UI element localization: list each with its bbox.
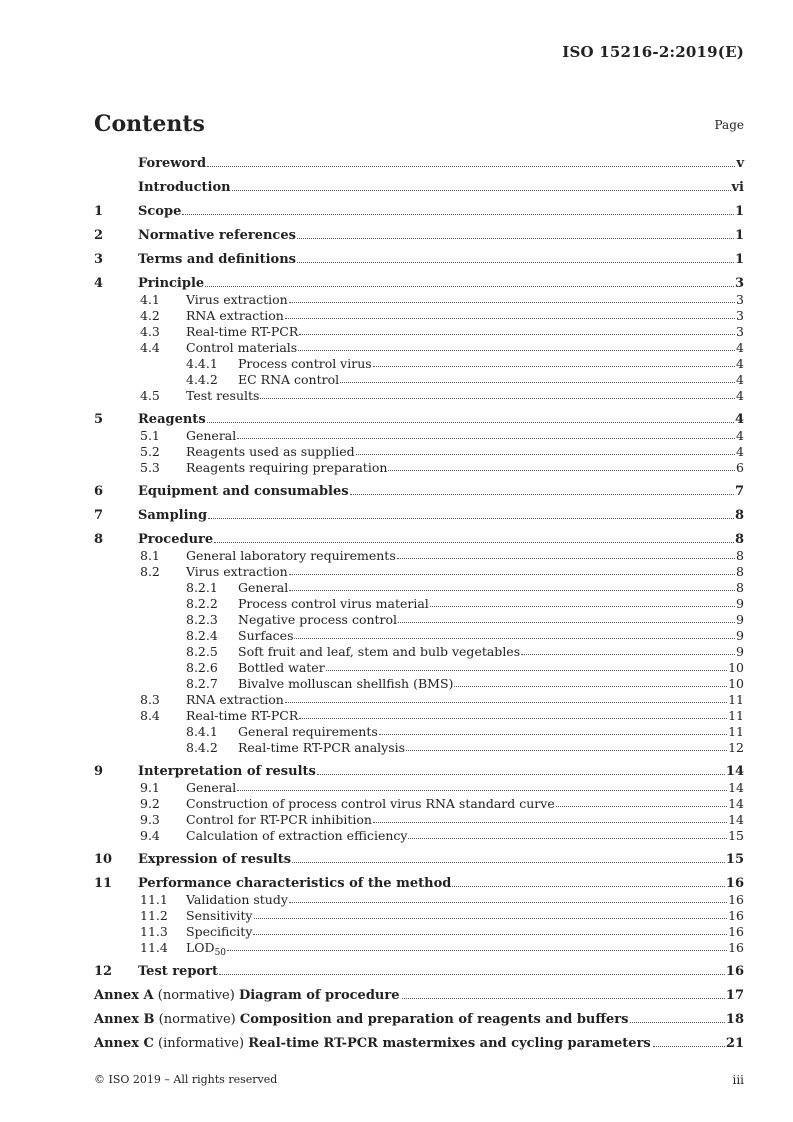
toc-entry-number: 9 xyxy=(94,764,104,779)
toc-entry-number: 4.2 xyxy=(140,308,160,323)
toc-entry-title: RNA extraction xyxy=(186,308,284,323)
toc-entry-page: 4 xyxy=(736,372,744,387)
annex-title: Diagram of procedure xyxy=(238,988,400,1003)
toc-entry-title: Virus extraction xyxy=(186,292,288,307)
toc-entry-title: Test results xyxy=(186,388,260,403)
toc-entry-number: 8.4.2 xyxy=(186,740,218,755)
dot-leader xyxy=(289,574,735,575)
toc-entry-page: 4 xyxy=(736,388,744,403)
toc-entry[interactable] xyxy=(94,387,744,403)
toc-entry[interactable] xyxy=(94,307,744,323)
toc-entry-page: 11 xyxy=(728,692,744,707)
dot-leader xyxy=(207,422,734,423)
toc-entry-page: 4 xyxy=(734,412,744,427)
toc-entry[interactable] xyxy=(94,763,744,779)
annex-page: 21 xyxy=(725,1036,744,1051)
toc-entry-title: Process control virus material xyxy=(238,596,429,611)
toc-annex-entry[interactable] xyxy=(94,1035,744,1051)
toc-entry[interactable] xyxy=(94,851,744,867)
dot-leader xyxy=(294,638,735,639)
toc-entry-page: 8 xyxy=(736,580,744,595)
dot-leader xyxy=(299,718,727,719)
toc-entry-number: 3 xyxy=(94,252,104,267)
toc-entry-page: 3 xyxy=(734,276,744,291)
dot-leader xyxy=(521,654,735,655)
toc-entry-title: Reagents xyxy=(138,412,206,427)
page-number: iii xyxy=(732,1073,744,1087)
toc-entry-title: Validation study xyxy=(186,892,288,907)
toc-entry[interactable] xyxy=(94,675,744,691)
toc-entry-number: 11.3 xyxy=(140,924,168,939)
toc-entry-page: 9 xyxy=(736,628,744,643)
toc-entry-number: 4.3 xyxy=(140,324,160,339)
dot-leader xyxy=(292,862,725,863)
dot-leader xyxy=(653,1046,725,1047)
toc-entry-title: General requirements xyxy=(238,724,378,739)
dot-leader xyxy=(373,822,727,823)
toc-entry-number: 8.2 xyxy=(140,564,160,579)
toc-entry-page: 3 xyxy=(736,308,744,323)
toc-entry[interactable] xyxy=(94,659,744,675)
toc-entry-page: 15 xyxy=(725,852,744,867)
toc-entry-page: 9 xyxy=(736,596,744,611)
toc-entry-page: 16 xyxy=(728,908,744,923)
toc-entry[interactable] xyxy=(94,563,744,579)
toc-entry[interactable] xyxy=(94,811,744,827)
toc-entry[interactable] xyxy=(94,691,744,707)
dot-leader xyxy=(340,382,735,383)
toc-entry[interactable] xyxy=(94,291,744,307)
toc-entry-page: 3 xyxy=(736,292,744,307)
toc-entry-title: Reagents used as supplied xyxy=(186,444,355,459)
toc-entry[interactable] xyxy=(94,355,744,371)
toc-entry-number: 8.2.7 xyxy=(186,676,218,691)
toc-entry-page: 1 xyxy=(734,252,744,267)
annex-label: Annex B xyxy=(94,1012,155,1027)
toc-entry[interactable] xyxy=(94,723,744,739)
toc-entry-number: 2 xyxy=(94,228,104,243)
toc-entry[interactable] xyxy=(94,251,744,267)
annex-page: 17 xyxy=(725,988,744,1003)
toc-entry[interactable] xyxy=(94,907,744,923)
toc-entry[interactable] xyxy=(94,203,744,219)
toc-entry-page: 8 xyxy=(734,508,744,523)
toc-entry-title: Introduction xyxy=(138,180,231,195)
toc-entry-number: 8.2.1 xyxy=(186,580,218,595)
toc-entry-number: 6 xyxy=(94,484,104,499)
dot-leader xyxy=(317,774,725,775)
toc-entry-number: 9.4 xyxy=(140,828,160,843)
toc-entry[interactable] xyxy=(94,707,744,723)
toc-entry-page: 1 xyxy=(734,228,744,243)
toc-entry-title: Specificity xyxy=(186,924,253,939)
annex-label: Annex A xyxy=(94,988,154,1003)
dot-leader xyxy=(630,1022,724,1023)
dot-leader xyxy=(373,366,735,367)
toc-entry-number: 11 xyxy=(94,876,113,891)
toc-entry-page: 9 xyxy=(736,612,744,627)
toc-entry-number: 9.3 xyxy=(140,812,160,827)
toc-entry-title: Interpretation of results xyxy=(138,764,316,779)
dot-leader xyxy=(207,166,735,167)
toc-entry-number: 5.3 xyxy=(140,460,160,475)
toc-entry-number: 4 xyxy=(94,276,104,291)
dot-leader xyxy=(454,686,727,687)
toc-entry-title: Negative process control xyxy=(238,612,398,627)
toc-entry[interactable] xyxy=(94,275,744,291)
toc-entry-number: 5 xyxy=(94,412,104,427)
toc-entry-subscript: 50 xyxy=(214,948,227,958)
dot-leader xyxy=(430,606,735,607)
toc-entry-page: 14 xyxy=(725,764,744,779)
toc-entry-page: 10 xyxy=(728,660,744,675)
toc-entry-page: 11 xyxy=(728,708,744,723)
toc-entry-page: 7 xyxy=(734,484,744,499)
toc-entry-title: Process control virus xyxy=(238,356,372,371)
toc-entry-page: 14 xyxy=(728,780,744,795)
dot-leader xyxy=(237,790,727,791)
annex-title: Composition and preparation of reagents and buffers xyxy=(239,1012,629,1027)
toc-entry-page: 8 xyxy=(734,532,744,547)
toc-entry-page: 11 xyxy=(728,724,744,739)
toc-entry-page: 8 xyxy=(736,564,744,579)
dot-leader xyxy=(356,454,735,455)
dot-leader xyxy=(289,302,735,303)
toc-entry-page: 14 xyxy=(728,796,744,811)
toc-entry-page: vi xyxy=(731,180,744,195)
dot-leader xyxy=(260,398,735,399)
toc-entry-number: 12 xyxy=(94,964,113,979)
toc-entry[interactable] xyxy=(94,323,744,339)
toc-entry[interactable] xyxy=(94,547,744,563)
toc-entry[interactable] xyxy=(94,339,744,355)
dot-leader xyxy=(289,590,735,591)
dot-leader xyxy=(219,974,725,975)
annex-label: Annex C xyxy=(94,1036,154,1051)
dot-leader xyxy=(297,262,734,263)
dot-leader xyxy=(402,998,725,999)
toc-entry-title: Sampling xyxy=(138,508,208,523)
toc-entry-page: 16 xyxy=(725,964,744,979)
toc-entry-page: 10 xyxy=(728,676,744,691)
annex-page: 18 xyxy=(725,1012,744,1027)
toc-entry-number: 11.4 xyxy=(140,940,168,955)
annex-type: (informative) xyxy=(158,1036,245,1051)
dot-leader xyxy=(214,542,734,543)
toc-entry-number: 8.2.6 xyxy=(186,660,218,675)
toc-entry-number: 4.1 xyxy=(140,292,160,307)
toc-entry-number: 9.1 xyxy=(140,780,160,795)
toc-entry-number: 8 xyxy=(94,532,104,547)
toc-entry-title: General xyxy=(186,428,237,443)
toc-entry-title: Bivalve molluscan shellfish (BMS) xyxy=(238,676,454,691)
toc-entry-number: 8.2.2 xyxy=(186,596,218,611)
toc-annex-entry[interactable] xyxy=(94,987,744,1003)
toc-entry-title: Equipment and consumables xyxy=(138,484,349,499)
copyright-notice: © ISO 2019 – All rights reserved xyxy=(94,1073,278,1086)
dot-leader xyxy=(388,470,735,471)
toc-entry-title: Control for RT-PCR inhibition xyxy=(186,812,372,827)
toc-entry-page: 15 xyxy=(728,828,744,843)
toc-entry[interactable] xyxy=(94,627,744,643)
toc-entry-page: 6 xyxy=(736,460,744,475)
toc-entry-number: 9.2 xyxy=(140,796,160,811)
toc-entry-title: EC RNA control xyxy=(238,372,340,387)
toc-entry-page: 16 xyxy=(728,940,744,955)
toc-entry[interactable] xyxy=(94,483,744,499)
toc-entry-title: Virus extraction xyxy=(186,564,288,579)
toc-entry-title: RNA extraction xyxy=(186,692,284,707)
toc-entry[interactable] xyxy=(94,795,744,811)
dot-leader xyxy=(205,286,734,287)
toc-entry-number: 7 xyxy=(94,508,104,523)
toc-entry[interactable] xyxy=(94,371,744,387)
toc-entry-page: 3 xyxy=(736,324,744,339)
annex-type: (normative) xyxy=(158,1012,236,1027)
toc-entry-number: 11.1 xyxy=(140,892,168,907)
dot-leader xyxy=(182,214,734,215)
toc-entry[interactable] xyxy=(94,227,744,243)
toc-entry-number: 11.2 xyxy=(140,908,168,923)
dot-leader xyxy=(227,950,727,951)
toc-entry-number: 1 xyxy=(94,204,104,219)
dot-leader xyxy=(232,190,731,191)
dot-leader xyxy=(406,750,727,751)
table-of-contents xyxy=(94,150,744,1051)
toc-entry-title: Surfaces xyxy=(238,628,294,643)
toc-entry-number: 4.4 xyxy=(140,340,160,355)
dot-leader xyxy=(556,806,727,807)
toc-entry-page: 16 xyxy=(728,924,744,939)
dot-leader xyxy=(297,238,734,239)
dot-leader xyxy=(379,734,727,735)
dot-leader xyxy=(289,902,727,903)
document-id: ISO 15216-2:2019(E) xyxy=(562,43,744,61)
toc-entry-page: 14 xyxy=(728,812,744,827)
toc-entry-title: Construction of process control virus RNA standard curve xyxy=(186,796,555,811)
toc-entry-number: 4.4.2 xyxy=(186,372,218,387)
toc-entry[interactable] xyxy=(94,179,744,195)
toc-entry-title: Test report xyxy=(138,964,219,979)
toc-entry-title: Procedure xyxy=(138,532,214,547)
dot-leader xyxy=(326,670,727,671)
toc-entry-title: Terms and definitions xyxy=(138,252,296,267)
toc-entry[interactable] xyxy=(94,507,744,523)
dot-leader xyxy=(408,838,727,839)
toc-entry-page: 4 xyxy=(736,356,744,371)
toc-entry-title: Calculation of extraction efficiency xyxy=(186,828,408,843)
toc-entry-number: 8.4.1 xyxy=(186,724,218,739)
annex-type: (normative) xyxy=(157,988,235,1003)
toc-entry-title: Principle xyxy=(138,276,205,291)
toc-entry[interactable] xyxy=(94,739,744,755)
toc-entry-page: 9 xyxy=(736,644,744,659)
toc-entry[interactable] xyxy=(94,643,744,659)
toc-entry-title: Control materials xyxy=(186,340,298,355)
toc-entry[interactable] xyxy=(94,923,744,939)
toc-entry[interactable] xyxy=(94,411,744,427)
page-column-label: Page xyxy=(714,118,744,132)
contents-title: Contents xyxy=(94,111,205,137)
dot-leader xyxy=(398,622,735,623)
toc-entry-page: 4 xyxy=(736,428,744,443)
toc-entry[interactable] xyxy=(94,459,744,475)
dot-leader xyxy=(397,558,735,559)
toc-entry-title: General xyxy=(186,780,237,795)
toc-entry-title: Real-time RT-PCR xyxy=(186,324,299,339)
dot-leader xyxy=(298,350,735,351)
dot-leader xyxy=(452,886,725,887)
toc-entry-page: 16 xyxy=(728,892,744,907)
toc-entry-title: Real-time RT-PCR analysis xyxy=(238,740,406,755)
dot-leader xyxy=(237,438,735,439)
toc-entry[interactable] xyxy=(94,891,744,907)
toc-entry[interactable] xyxy=(94,155,744,171)
dot-leader xyxy=(299,334,735,335)
toc-entry-number: 8.2.4 xyxy=(186,628,218,643)
toc-entry[interactable] xyxy=(94,443,744,459)
toc-entry[interactable] xyxy=(94,611,744,627)
dot-leader xyxy=(208,518,734,519)
toc-entry[interactable] xyxy=(94,531,744,547)
toc-entry[interactable] xyxy=(94,595,744,611)
toc-entry-number: 10 xyxy=(94,852,113,867)
toc-entry-number: 4.5 xyxy=(140,388,160,403)
toc-entry-title: Real-time RT-PCR xyxy=(186,708,299,723)
toc-entry-title: Performance characteristics of the method xyxy=(138,876,452,891)
toc-entry-number: 4.4.1 xyxy=(186,356,218,371)
dot-leader xyxy=(254,918,728,919)
toc-entry[interactable] xyxy=(94,427,744,443)
toc-entry[interactable] xyxy=(94,827,744,843)
toc-entry-page: 4 xyxy=(736,444,744,459)
toc-entry[interactable] xyxy=(94,963,744,979)
toc-entry[interactable] xyxy=(94,875,744,891)
toc-entry-title: General xyxy=(238,580,289,595)
toc-entry-page: 1 xyxy=(734,204,744,219)
toc-entry[interactable] xyxy=(94,779,744,795)
toc-entry-page: 8 xyxy=(736,548,744,563)
toc-entry-title: Normative references xyxy=(138,228,296,243)
toc-entry-title: Expression of results xyxy=(138,852,292,867)
dot-leader xyxy=(350,494,734,495)
toc-entry-page: 4 xyxy=(736,340,744,355)
dot-leader xyxy=(285,702,727,703)
toc-entry-title: Sensitivity xyxy=(186,908,253,923)
toc-entry-page: v xyxy=(736,156,744,171)
toc-entry-page: 12 xyxy=(728,740,744,755)
toc-entry-number: 8.2.3 xyxy=(186,612,218,627)
toc-entry-title: $LOD_{50}$ xyxy=(186,940,227,958)
toc-entry-page: 16 xyxy=(725,876,744,891)
dot-leader xyxy=(285,318,735,319)
toc-entry-title: Soft fruit and leaf, stem and bulb vegetables xyxy=(238,644,521,659)
dot-leader xyxy=(253,934,727,935)
toc-annex-entry[interactable] xyxy=(94,1011,744,1027)
toc-entry-number: 8.1 xyxy=(140,548,160,563)
toc-entry-number: 8.3 xyxy=(140,692,160,707)
toc-entry[interactable] xyxy=(94,579,744,595)
annex-title: Real-time RT-PCR mastermixes and cycling parameters xyxy=(248,1036,651,1051)
toc-entry-number: 5.1 xyxy=(140,428,160,443)
toc-entry-number: 8.4 xyxy=(140,708,160,723)
toc-entry-title: Foreword xyxy=(138,156,207,171)
toc-entry-title: Bottled water xyxy=(238,660,325,675)
toc-entry-title: Reagents requiring preparation xyxy=(186,460,388,475)
toc-entry-title: General laboratory requirements xyxy=(186,548,396,563)
toc-entry-number: 8.2.5 xyxy=(186,644,218,659)
toc-entry-title: Scope xyxy=(138,204,182,219)
toc-entry-number: 5.2 xyxy=(140,444,160,459)
toc-entry[interactable] xyxy=(94,939,744,958)
